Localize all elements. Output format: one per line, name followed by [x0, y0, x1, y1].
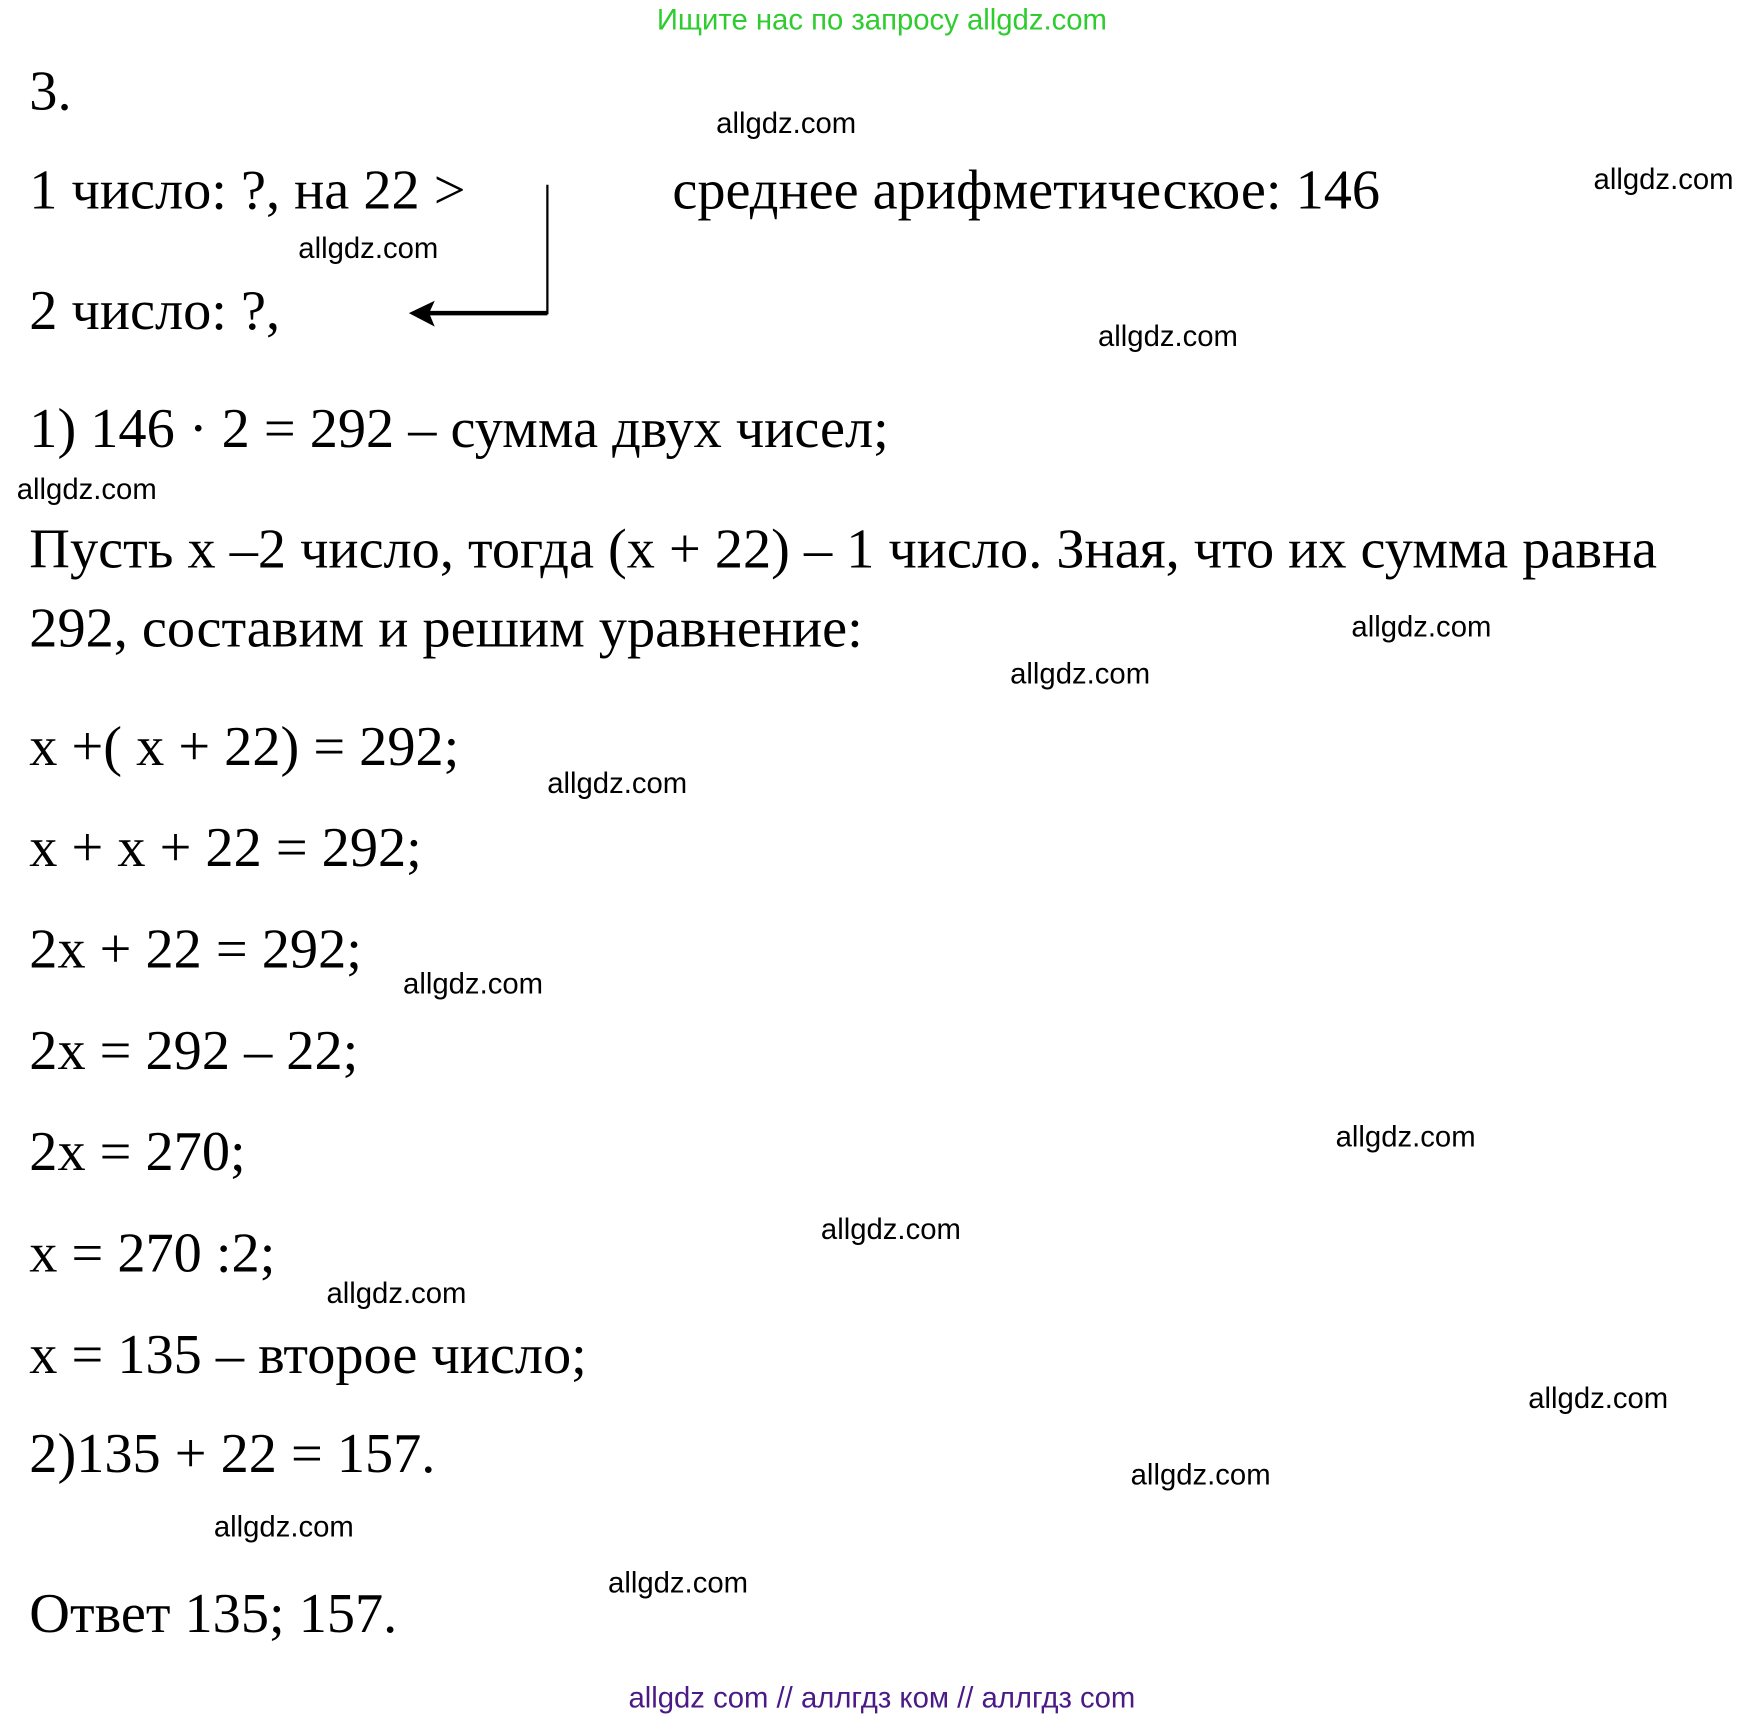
relation-arrow-icon [0, 0, 1757, 451]
solution-step: 292, составим и решим уравнение: [29, 595, 863, 659]
watermark: allgdz.com [1097, 318, 1238, 353]
watermark: allgdz.com [1010, 656, 1151, 691]
watermark: allgdz.com [326, 1276, 467, 1310]
answer: Ответ 135; 157. [29, 1581, 398, 1645]
solution-step: Пусть x –2 число, тогда (x + 22) – 1 число. Зная, что их сумма равна [29, 516, 1658, 581]
watermark: allgdz.com [820, 1211, 961, 1246]
task-number: 3. [29, 58, 72, 122]
watermark: allgdz.com [716, 105, 857, 140]
search-hint-header: Ищите нас по запросу allgdz.com [656, 2, 1107, 37]
watermark: allgdz.com [1351, 609, 1492, 644]
watermark: allgdz.com [1130, 1457, 1271, 1492]
condition-average: среднее арифметическое: 146 [672, 157, 1381, 221]
watermark: allgdz.com [1593, 162, 1734, 196]
watermark: allgdz.com [1335, 1119, 1476, 1154]
equation-step: 2x = 292 – 22; [29, 1018, 359, 1082]
solution-step: 1) 146 · 2 = 292 – сумма двух чисел; [29, 396, 889, 460]
site-footer: allgdz com // аллгдз ком // аллгдз com [628, 1680, 1136, 1714]
equation-step: x +( x + 22) = 292; [29, 714, 460, 778]
equation-step: 2x + 22 = 292; [29, 916, 362, 980]
watermark: allgdz.com [608, 1565, 749, 1600]
watermark: allgdz.com [1528, 1380, 1669, 1415]
equation-step: x = 270 :2; [29, 1220, 276, 1284]
equation-step: x = 135 – второе число; [29, 1322, 587, 1386]
condition-second-number: 2 число: ?, [29, 278, 281, 342]
equation-step: 2x = 270; [29, 1119, 246, 1183]
watermark: allgdz.com [547, 765, 688, 800]
watermark: allgdz.com [16, 471, 157, 506]
watermark: allgdz.com [213, 1509, 354, 1544]
watermark: allgdz.com [403, 966, 544, 1001]
equation-step: x + x + 22 = 292; [29, 815, 422, 879]
condition-first-number: 1 число: ?, на 22 > [29, 157, 466, 221]
watermark: allgdz.com [298, 230, 439, 265]
solution-step: 2)135 + 22 = 157. [29, 1421, 436, 1485]
